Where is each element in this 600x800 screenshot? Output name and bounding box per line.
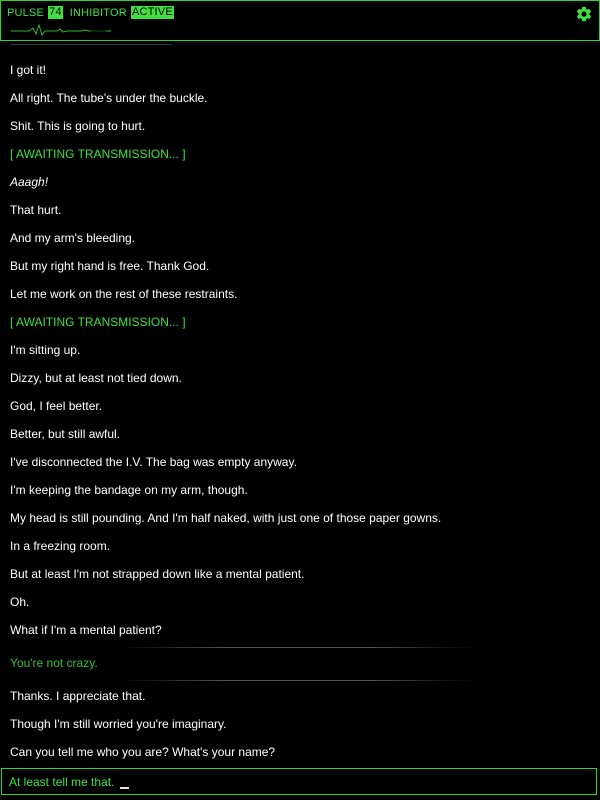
- message-line: Better, but still awful.: [10, 427, 121, 441]
- message-line: God, I feel better.: [10, 399, 103, 413]
- text-cursor: [120, 787, 129, 789]
- message-line: I've disconnected the I.V. The bag was empty anyway.: [10, 455, 297, 469]
- scroll-edge: [10, 44, 172, 48]
- message-line: But my right hand is free. Thank God.: [10, 259, 210, 273]
- message-line: I'm keeping the bandage on my arm, though.: [10, 483, 248, 497]
- player-reply: You're not crazy.: [10, 656, 98, 670]
- message-line: Thanks. I appreciate that.: [10, 689, 146, 703]
- pulse-label: PULSE: [7, 6, 45, 19]
- message-line: Oh.: [10, 595, 30, 609]
- message-line: But at least I'm not strapped down like a mental patient.: [10, 567, 305, 581]
- system-message: [ AWAITING TRANSMISSION... ]: [10, 315, 186, 329]
- message-line: Though I'm still worried you're imaginary.: [10, 717, 227, 731]
- message-line: What if I'm a mental patient?: [10, 623, 162, 637]
- message-line: Let me work on the rest of these restraints.: [10, 287, 238, 301]
- message-line: And my arm's bleeding.: [10, 231, 136, 245]
- message-line: Shit. This is going to hurt.: [10, 119, 146, 133]
- gear-icon[interactable]: [575, 5, 593, 23]
- pulse-value: 74: [49, 6, 62, 18]
- inhibitor-label: INHIBITOR: [69, 6, 127, 19]
- message-line: Dizzy, but at least not tied down.: [10, 371, 182, 385]
- status-readout: [7, 6, 181, 19]
- reply-divider-top: [120, 647, 475, 648]
- inhibitor-status-badge: ACTIVE: [131, 6, 173, 18]
- message-log[interactable]: [0, 44, 600, 766]
- exclamation: !: [44, 175, 49, 189]
- message-line: That hurt.: [10, 203, 62, 217]
- reply-input-text[interactable]: At least tell me that.: [9, 775, 115, 789]
- reply-divider-bottom: [120, 680, 475, 681]
- emphasis-text: Aaagh: [10, 175, 45, 189]
- message-line: My head is still pounding. And I'm half naked, with just one of those paper gowns.: [10, 511, 442, 525]
- message-line: I got it!: [10, 63, 47, 77]
- message-line: In a freezing room.: [10, 539, 111, 553]
- message-line: [10, 175, 48, 189]
- message-line: Can you tell me who you are? What's your name?: [10, 745, 276, 759]
- system-message: [ AWAITING TRANSMISSION... ]: [10, 147, 186, 161]
- status-bar: [0, 0, 600, 41]
- message-line: All right. The tube's under the buckle.: [10, 91, 208, 105]
- message-line: I'm sitting up.: [10, 343, 81, 357]
- reply-input[interactable]: [1, 768, 597, 795]
- heartbeat-line-icon: [11, 23, 111, 37]
